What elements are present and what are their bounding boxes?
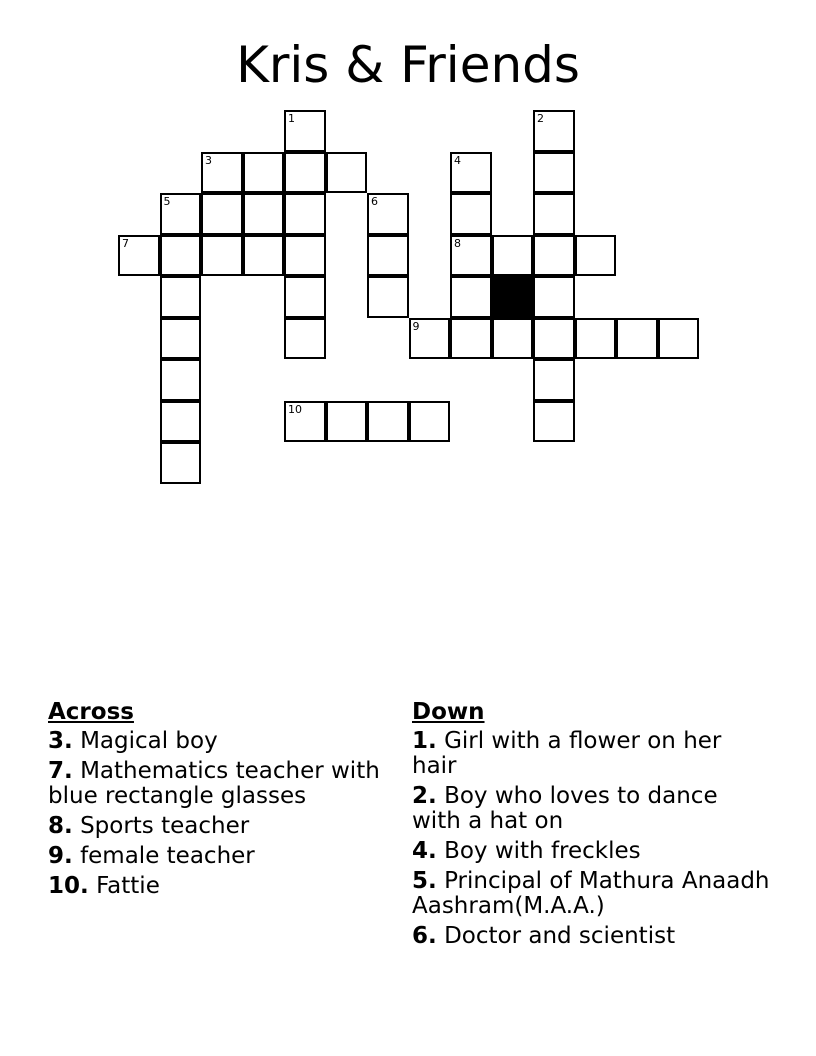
across-clue <box>48 759 398 809</box>
grid-cell[interactable] <box>409 318 451 360</box>
grid-cell[interactable] <box>326 401 368 443</box>
across-clue <box>48 844 398 869</box>
grid-cell[interactable] <box>492 318 534 360</box>
grid-cell[interactable] <box>409 401 451 443</box>
grid-cell[interactable] <box>160 359 202 401</box>
clue-number-label: 5 <box>163 195 171 208</box>
grid-cell[interactable] <box>201 235 243 277</box>
clue-number-label: 6 <box>371 195 378 208</box>
grid-cell[interactable] <box>201 152 243 194</box>
down-clues <box>412 700 772 954</box>
grid-cell[interactable] <box>160 401 202 443</box>
crossword-grid <box>0 0 816 500</box>
grid-cell[interactable] <box>160 193 202 235</box>
black-square <box>492 276 534 318</box>
grid-cell[interactable] <box>284 110 326 152</box>
grid-cell[interactable] <box>243 152 285 194</box>
clue-number: 4. <box>412 838 437 864</box>
grid-cell[interactable] <box>533 318 575 360</box>
grid-cell[interactable] <box>243 235 285 277</box>
clue-text: Boy with freckles <box>444 838 641 864</box>
clue-number-label: 2 <box>537 112 544 125</box>
clue-number: 9. <box>48 843 73 869</box>
grid-cell[interactable] <box>450 152 492 194</box>
grid-cell[interactable] <box>533 152 575 194</box>
grid-cell[interactable] <box>284 401 326 443</box>
grid-cell[interactable] <box>658 318 700 360</box>
clue-text: Girl with a flower on her hair <box>412 728 722 779</box>
clue-text: Magical boy <box>80 728 218 754</box>
grid-cell[interactable] <box>160 235 202 277</box>
grid-cell[interactable] <box>284 193 326 235</box>
clue-text: Fattie <box>96 873 160 899</box>
grid-cell[interactable] <box>533 193 575 235</box>
down-clue <box>412 729 772 779</box>
grid-cell[interactable] <box>367 235 409 277</box>
clue-number-label: 9 <box>412 319 420 333</box>
clue-number-label: 4 <box>454 153 461 167</box>
grid-cell[interactable] <box>367 276 409 318</box>
clue-text: Principal of Mathura Anaadh Aashram(M.A.A.) <box>412 868 770 919</box>
clue-number-label: 1 <box>288 112 295 125</box>
grid-cell[interactable] <box>284 235 326 277</box>
grid-cell[interactable] <box>284 152 326 194</box>
grid-cell[interactable] <box>326 152 368 194</box>
down-clue <box>412 869 772 919</box>
clue-text: Mathematics teacher with blue rectangle glasses <box>48 758 380 809</box>
clue-number: 2. <box>412 783 437 809</box>
grid-cell[interactable] <box>533 401 575 443</box>
grid-cell[interactable] <box>160 318 202 360</box>
across-clue <box>48 729 398 754</box>
grid-cell[interactable] <box>243 193 285 235</box>
grid-cell[interactable] <box>533 359 575 401</box>
grid-cell[interactable] <box>201 193 243 235</box>
down-clue <box>412 839 772 864</box>
clue-number: 1. <box>412 728 437 754</box>
grid-cell[interactable] <box>118 235 160 277</box>
grid-cell[interactable] <box>616 318 658 360</box>
across-heading: Across <box>48 699 134 725</box>
across-clue <box>48 814 398 839</box>
grid-cell[interactable] <box>450 235 492 277</box>
grid-cell[interactable] <box>533 276 575 318</box>
clue-text: Sports teacher <box>80 813 250 839</box>
clue-number: 8. <box>48 813 73 839</box>
across-clues <box>48 700 398 904</box>
down-clue <box>412 924 772 949</box>
grid-cell[interactable] <box>575 235 617 277</box>
across-clue <box>48 874 398 899</box>
grid-cell[interactable] <box>533 110 575 152</box>
clue-number-label: 8 <box>454 236 461 250</box>
clue-text: Doctor and scientist <box>444 923 676 949</box>
grid-cell[interactable] <box>284 318 326 360</box>
clue-text: Boy who loves to dance with a hat on <box>412 783 718 834</box>
clue-number-label: 3 <box>205 153 212 167</box>
clue-text: female teacher <box>80 843 255 869</box>
grid-cell[interactable] <box>533 235 575 277</box>
grid-cell[interactable] <box>450 193 492 235</box>
grid-cell[interactable] <box>450 318 492 360</box>
clue-number-label: 10 <box>288 402 302 416</box>
down-heading: Down <box>412 699 485 725</box>
grid-cell[interactable] <box>367 401 409 443</box>
grid-cell[interactable] <box>492 235 534 277</box>
grid-cell[interactable] <box>284 276 326 318</box>
clue-number: 6. <box>412 923 437 949</box>
grid-cell[interactable] <box>160 442 202 484</box>
grid-cell[interactable] <box>160 276 202 318</box>
clue-number-label: 7 <box>122 236 129 250</box>
clue-number: 3. <box>48 728 73 754</box>
clue-number: 5. <box>412 868 437 894</box>
grid-cell[interactable] <box>367 193 409 235</box>
puzzle-title: Kris & Friends <box>236 36 580 94</box>
clue-number: 10. <box>48 873 89 899</box>
clue-number: 7. <box>48 758 73 784</box>
down-clue <box>412 784 772 834</box>
grid-cell[interactable] <box>575 318 617 360</box>
grid-cell[interactable] <box>450 276 492 318</box>
